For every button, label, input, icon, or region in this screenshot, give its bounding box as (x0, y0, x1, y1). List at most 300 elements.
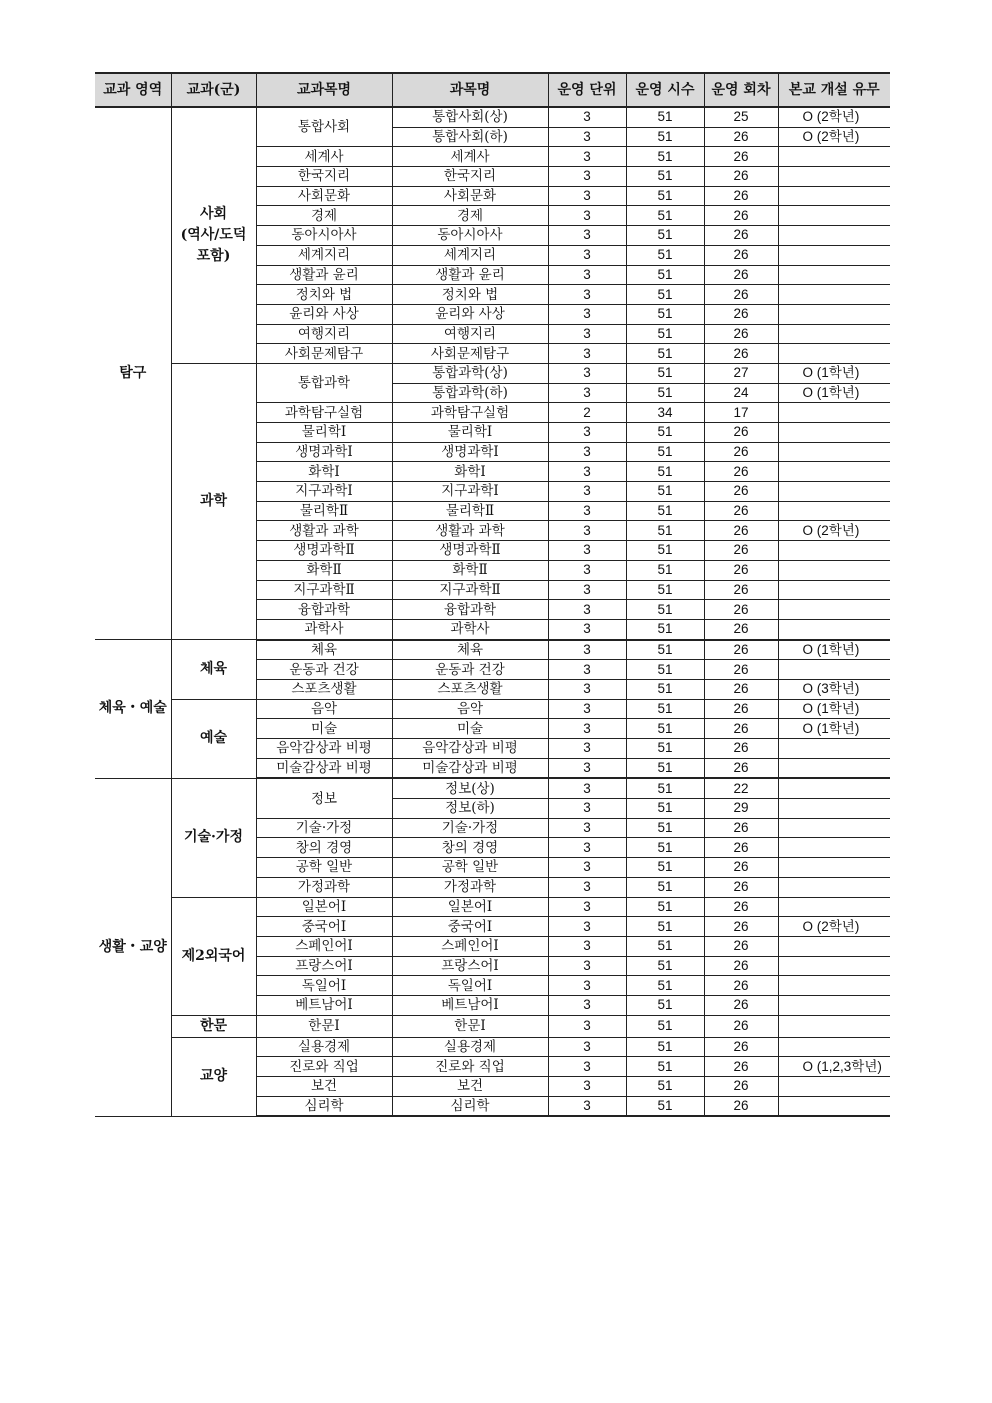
course-name-cell: 여행지리 (256, 324, 392, 344)
course-name-cell: 동아시아사 (256, 226, 392, 246)
sessions-cell: 25 (704, 107, 778, 127)
subject-name-cell: 세계지리 (392, 245, 548, 265)
course-name-cell: 통합과학 (256, 363, 392, 402)
sessions-cell: 26 (704, 600, 778, 620)
unit-cell: 3 (548, 1015, 626, 1037)
offered-cell (778, 778, 890, 798)
unit-cell: 3 (548, 877, 626, 897)
hours-cell: 51 (626, 285, 704, 305)
hours-cell: 51 (626, 1096, 704, 1116)
offered-cell (778, 501, 890, 521)
unit-cell: 3 (548, 304, 626, 324)
hours-cell: 51 (626, 1077, 704, 1097)
course-name-cell: 세계사 (256, 147, 392, 167)
sessions-cell: 26 (704, 226, 778, 246)
hours-cell: 51 (626, 679, 704, 699)
subject-name-cell: 과학사 (392, 619, 548, 639)
course-name-cell: 창의 경영 (256, 838, 392, 858)
course-name-cell: 보건 (256, 1077, 392, 1097)
sessions-cell: 26 (704, 679, 778, 699)
hours-cell: 51 (626, 619, 704, 639)
unit-cell: 3 (548, 442, 626, 462)
offered-cell: O (1학년) (778, 383, 890, 403)
offered-cell (778, 936, 890, 956)
offered-cell: O (1학년) (778, 640, 890, 660)
header-area: 교과 영역 (95, 73, 171, 107)
table-header-row (95, 73, 890, 107)
offered-cell (778, 186, 890, 206)
sessions-cell: 27 (704, 363, 778, 383)
hours-cell: 51 (626, 976, 704, 996)
offered-cell (778, 1096, 890, 1116)
hours-cell: 51 (626, 442, 704, 462)
hours-cell: 51 (626, 719, 704, 739)
sessions-cell: 26 (704, 758, 778, 778)
hours-cell: 51 (626, 580, 704, 600)
course-name-cell: 윤리와 사상 (256, 304, 392, 324)
offered-cell (778, 877, 890, 897)
unit-cell: 3 (548, 897, 626, 917)
sessions-cell: 26 (704, 1037, 778, 1057)
sessions-cell: 26 (704, 285, 778, 305)
unit-cell: 3 (548, 186, 626, 206)
unit-cell: 3 (548, 976, 626, 996)
sessions-cell: 26 (704, 462, 778, 482)
unit-cell: 3 (548, 679, 626, 699)
course-name-cell: 물리학Ⅰ (256, 423, 392, 443)
sessions-cell: 26 (704, 324, 778, 344)
group-cell: 제2외국어 (171, 897, 256, 1015)
unit-cell: 3 (548, 917, 626, 937)
subject-name-cell: 심리학 (392, 1096, 548, 1116)
unit-cell: 3 (548, 206, 626, 226)
subject-name-cell: 미술감상과 비평 (392, 758, 548, 778)
unit-cell: 3 (548, 660, 626, 680)
sessions-cell: 26 (704, 640, 778, 660)
subject-name-cell: 공학 일반 (392, 858, 548, 878)
offered-cell (778, 403, 890, 423)
course-name-cell: 가정과학 (256, 877, 392, 897)
sessions-cell: 26 (704, 206, 778, 226)
subject-name-cell: 일본어Ⅰ (392, 897, 548, 917)
header-unit: 운영 단위 (548, 73, 626, 107)
offered-cell: O (3학년) (778, 679, 890, 699)
sessions-cell: 26 (704, 1057, 778, 1077)
offered-cell (778, 1037, 890, 1057)
offered-cell (778, 600, 890, 620)
subject-name-cell: 통합과학(하) (392, 383, 548, 403)
offered-cell (778, 344, 890, 364)
hours-cell: 51 (626, 383, 704, 403)
subject-name-cell: 융합과학 (392, 600, 548, 620)
unit-cell: 3 (548, 956, 626, 976)
subject-name-cell: 체육 (392, 640, 548, 660)
subject-name-cell: 스포츠생활 (392, 679, 548, 699)
sessions-cell: 26 (704, 304, 778, 324)
unit-cell: 3 (548, 107, 626, 127)
unit-cell: 3 (548, 147, 626, 167)
hours-cell: 51 (626, 660, 704, 680)
hours-cell: 51 (626, 560, 704, 580)
sessions-cell: 26 (704, 956, 778, 976)
offered-cell (778, 304, 890, 324)
subject-name-cell: 스페인어Ⅰ (392, 936, 548, 956)
offered-cell: O (2학년) (778, 521, 890, 541)
unit-cell: 3 (548, 541, 626, 561)
course-name-cell: 과학탐구실험 (256, 403, 392, 423)
sessions-cell: 26 (704, 482, 778, 502)
course-name-cell: 공학 일반 (256, 858, 392, 878)
subject-name-cell: 독일어Ⅰ (392, 976, 548, 996)
subject-name-cell: 가정과학 (392, 877, 548, 897)
course-name-cell: 생활과 과학 (256, 521, 392, 541)
subject-name-cell: 세계사 (392, 147, 548, 167)
sessions-cell: 26 (704, 719, 778, 739)
hours-cell: 51 (626, 226, 704, 246)
unit-cell: 3 (548, 265, 626, 285)
unit-cell: 3 (548, 1096, 626, 1116)
subject-name-cell: 지구과학Ⅰ (392, 482, 548, 502)
course-name-cell: 화학Ⅱ (256, 560, 392, 580)
offered-cell (778, 956, 890, 976)
unit-cell: 3 (548, 245, 626, 265)
unit-cell: 3 (548, 226, 626, 246)
unit-cell: 3 (548, 739, 626, 759)
course-name-cell: 화학Ⅰ (256, 462, 392, 482)
group-cell: 체육 (171, 640, 256, 700)
sessions-cell: 26 (704, 699, 778, 719)
hours-cell: 51 (626, 799, 704, 819)
offered-cell (778, 1077, 890, 1097)
group-cell: 과학 (171, 363, 256, 639)
subject-name-cell: 생명과학Ⅰ (392, 442, 548, 462)
course-name-cell: 지구과학Ⅰ (256, 482, 392, 502)
unit-cell: 3 (548, 858, 626, 878)
hours-cell: 34 (626, 403, 704, 423)
subject-name-cell: 보건 (392, 1077, 548, 1097)
sessions-cell: 26 (704, 877, 778, 897)
sessions-cell: 26 (704, 442, 778, 462)
area-cell: 탐구 (95, 107, 171, 640)
unit-cell: 3 (548, 640, 626, 660)
offered-cell: O (1학년) (778, 699, 890, 719)
subject-name-cell: 생활과 윤리 (392, 265, 548, 285)
offered-cell (778, 226, 890, 246)
course-name-cell: 음악 (256, 699, 392, 719)
sessions-cell: 26 (704, 186, 778, 206)
offered-cell (778, 285, 890, 305)
offered-cell (778, 1015, 890, 1037)
course-name-cell: 미술감상과 비평 (256, 758, 392, 778)
sessions-cell: 26 (704, 265, 778, 285)
sessions-cell: 26 (704, 995, 778, 1015)
hours-cell: 51 (626, 778, 704, 798)
hours-cell: 51 (626, 640, 704, 660)
table-row (95, 897, 890, 917)
header-course: 교과목명 (256, 73, 392, 107)
hours-cell: 51 (626, 995, 704, 1015)
offered-cell (778, 976, 890, 996)
hours-cell: 51 (626, 521, 704, 541)
hours-cell: 51 (626, 304, 704, 324)
offered-cell (778, 442, 890, 462)
unit-cell: 3 (548, 778, 626, 798)
unit-cell: 3 (548, 167, 626, 187)
course-name-cell: 스포츠생활 (256, 679, 392, 699)
course-name-cell: 체육 (256, 640, 392, 660)
sessions-cell: 26 (704, 560, 778, 580)
hours-cell: 51 (626, 1037, 704, 1057)
group-cell: 기술·가정 (171, 778, 256, 897)
subject-name-cell: 베트남어Ⅰ (392, 995, 548, 1015)
unit-cell: 3 (548, 1057, 626, 1077)
sessions-cell: 26 (704, 344, 778, 364)
offered-cell (778, 818, 890, 838)
course-name-cell: 생명과학Ⅰ (256, 442, 392, 462)
course-name-cell: 미술 (256, 719, 392, 739)
subject-name-cell: 음악 (392, 699, 548, 719)
hours-cell: 51 (626, 917, 704, 937)
hours-cell: 51 (626, 265, 704, 285)
offered-cell: O (1학년) (778, 719, 890, 739)
sessions-cell: 26 (704, 245, 778, 265)
unit-cell: 3 (548, 799, 626, 819)
table-row (95, 699, 890, 719)
course-name-cell: 스페인어Ⅰ (256, 936, 392, 956)
unit-cell: 3 (548, 344, 626, 364)
table-row (95, 1037, 890, 1057)
hours-cell: 51 (626, 1057, 704, 1077)
hours-cell: 51 (626, 107, 704, 127)
course-name-cell: 운동과 건강 (256, 660, 392, 680)
unit-cell: 3 (548, 324, 626, 344)
course-name-cell: 통합사회 (256, 107, 392, 147)
sessions-cell: 26 (704, 660, 778, 680)
unit-cell: 3 (548, 462, 626, 482)
hours-cell: 51 (626, 838, 704, 858)
hours-cell: 51 (626, 877, 704, 897)
unit-cell: 3 (548, 719, 626, 739)
subject-name-cell: 동아시아사 (392, 226, 548, 246)
offered-cell (778, 541, 890, 561)
offered-cell (778, 167, 890, 187)
hours-cell: 51 (626, 600, 704, 620)
hours-cell: 51 (626, 501, 704, 521)
offered-cell (778, 324, 890, 344)
course-name-cell: 세계지리 (256, 245, 392, 265)
offered-cell (778, 147, 890, 167)
subject-name-cell: 물리학Ⅰ (392, 423, 548, 443)
offered-cell: O (2학년) (778, 917, 890, 937)
offered-cell (778, 619, 890, 639)
sessions-cell: 22 (704, 778, 778, 798)
table-row (95, 778, 890, 798)
unit-cell: 3 (548, 838, 626, 858)
hours-cell: 51 (626, 758, 704, 778)
course-name-cell: 한문Ⅰ (256, 1015, 392, 1037)
hours-cell: 51 (626, 699, 704, 719)
sessions-cell: 26 (704, 127, 778, 147)
unit-cell: 3 (548, 127, 626, 147)
header-subject: 과목명 (392, 73, 548, 107)
offered-cell (778, 580, 890, 600)
course-name-cell: 생활과 윤리 (256, 265, 392, 285)
hours-cell: 51 (626, 462, 704, 482)
offered-cell (778, 206, 890, 226)
unit-cell: 3 (548, 383, 626, 403)
hours-cell: 51 (626, 344, 704, 364)
curriculum-table (95, 72, 890, 1117)
course-name-cell: 사회문제탐구 (256, 344, 392, 364)
subject-name-cell: 통합사회(상) (392, 107, 548, 127)
hours-cell: 51 (626, 482, 704, 502)
subject-name-cell: 미술 (392, 719, 548, 739)
unit-cell: 3 (548, 699, 626, 719)
offered-cell (778, 560, 890, 580)
hours-cell: 51 (626, 858, 704, 878)
hours-cell: 51 (626, 167, 704, 187)
course-name-cell: 기술·가정 (256, 818, 392, 838)
unit-cell: 2 (548, 403, 626, 423)
header-group: 교과(군) (171, 73, 256, 107)
subject-name-cell: 한문Ⅰ (392, 1015, 548, 1037)
course-name-cell: 베트남어Ⅰ (256, 995, 392, 1015)
course-name-cell: 프랑스어Ⅰ (256, 956, 392, 976)
hours-cell: 51 (626, 363, 704, 383)
unit-cell: 3 (548, 521, 626, 541)
subject-name-cell: 화학Ⅱ (392, 560, 548, 580)
offered-cell (778, 660, 890, 680)
hours-cell: 51 (626, 147, 704, 167)
course-name-cell: 생명과학Ⅱ (256, 541, 392, 561)
subject-name-cell: 사회문화 (392, 186, 548, 206)
offered-cell (778, 758, 890, 778)
sessions-cell: 26 (704, 501, 778, 521)
hours-cell: 51 (626, 324, 704, 344)
unit-cell: 3 (548, 580, 626, 600)
offered-cell (778, 423, 890, 443)
subject-name-cell: 기술·가정 (392, 818, 548, 838)
unit-cell: 3 (548, 363, 626, 383)
subject-name-cell: 생명과학Ⅱ (392, 541, 548, 561)
subject-name-cell: 정보(하) (392, 799, 548, 819)
course-name-cell: 정치와 법 (256, 285, 392, 305)
course-name-cell: 실용경제 (256, 1037, 392, 1057)
unit-cell: 3 (548, 758, 626, 778)
header-sessions: 운영 회차 (704, 73, 778, 107)
course-name-cell: 중국어Ⅰ (256, 917, 392, 937)
course-name-cell: 한국지리 (256, 167, 392, 187)
unit-cell: 3 (548, 936, 626, 956)
group-cell: 교양 (171, 1037, 256, 1116)
course-name-cell: 경제 (256, 206, 392, 226)
subject-name-cell: 창의 경영 (392, 838, 548, 858)
unit-cell: 3 (548, 423, 626, 443)
subject-name-cell: 지구과학Ⅱ (392, 580, 548, 600)
course-name-cell: 융합과학 (256, 600, 392, 620)
offered-cell (778, 462, 890, 482)
group-cell: 예술 (171, 699, 256, 778)
subject-name-cell: 음악감상과 비평 (392, 739, 548, 759)
subject-name-cell: 윤리와 사상 (392, 304, 548, 324)
unit-cell: 3 (548, 995, 626, 1015)
offered-cell (778, 858, 890, 878)
sessions-cell: 26 (704, 1096, 778, 1116)
hours-cell: 51 (626, 818, 704, 838)
sessions-cell: 26 (704, 838, 778, 858)
sessions-cell: 26 (704, 976, 778, 996)
sessions-cell: 26 (704, 936, 778, 956)
unit-cell: 3 (548, 285, 626, 305)
sessions-cell: 26 (704, 1015, 778, 1037)
course-name-cell: 사회문화 (256, 186, 392, 206)
hours-cell: 51 (626, 423, 704, 443)
table-body (95, 107, 890, 1116)
offered-cell (778, 799, 890, 819)
hours-cell: 51 (626, 956, 704, 976)
area-cell: 체육・예술 (95, 640, 171, 779)
group-cell: 한문 (171, 1015, 256, 1037)
group-cell: 사회 (역사/도덕 포함) (171, 107, 256, 363)
sessions-cell: 26 (704, 619, 778, 639)
subject-name-cell: 중국어Ⅰ (392, 917, 548, 937)
unit-cell: 3 (548, 482, 626, 502)
table-row (95, 363, 890, 383)
hours-cell: 51 (626, 245, 704, 265)
offered-cell (778, 265, 890, 285)
unit-cell: 3 (548, 619, 626, 639)
sessions-cell: 26 (704, 917, 778, 937)
area-cell: 생활・교양 (95, 778, 171, 1116)
subject-name-cell: 통합과학(상) (392, 363, 548, 383)
subject-name-cell: 정보(상) (392, 778, 548, 798)
offered-cell (778, 897, 890, 917)
course-name-cell: 지구과학Ⅱ (256, 580, 392, 600)
subject-name-cell: 운동과 건강 (392, 660, 548, 680)
subject-name-cell: 화학Ⅰ (392, 462, 548, 482)
sessions-cell: 26 (704, 858, 778, 878)
subject-name-cell: 여행지리 (392, 324, 548, 344)
offered-cell: O (1학년) (778, 363, 890, 383)
sessions-cell: 26 (704, 521, 778, 541)
subject-name-cell: 생활과 과학 (392, 521, 548, 541)
header-offered: 본교 개설 유무 (778, 73, 890, 107)
course-name-cell: 과학사 (256, 619, 392, 639)
subject-name-cell: 진로와 직업 (392, 1057, 548, 1077)
hours-cell: 51 (626, 739, 704, 759)
subject-name-cell: 경제 (392, 206, 548, 226)
unit-cell: 3 (548, 501, 626, 521)
offered-cell: O (2학년) (778, 107, 890, 127)
hours-cell: 51 (626, 897, 704, 917)
offered-cell (778, 482, 890, 502)
sessions-cell: 26 (704, 580, 778, 600)
course-name-cell: 정보 (256, 778, 392, 818)
sessions-cell: 17 (704, 403, 778, 423)
table-row (95, 1015, 890, 1037)
hours-cell: 51 (626, 541, 704, 561)
sessions-cell: 29 (704, 799, 778, 819)
subject-name-cell: 한국지리 (392, 167, 548, 187)
unit-cell: 3 (548, 1037, 626, 1057)
sessions-cell: 26 (704, 1077, 778, 1097)
subject-name-cell: 통합사회(하) (392, 127, 548, 147)
offered-cell (778, 739, 890, 759)
sessions-cell: 26 (704, 167, 778, 187)
sessions-cell: 26 (704, 897, 778, 917)
subject-name-cell: 정치와 법 (392, 285, 548, 305)
hours-cell: 51 (626, 127, 704, 147)
